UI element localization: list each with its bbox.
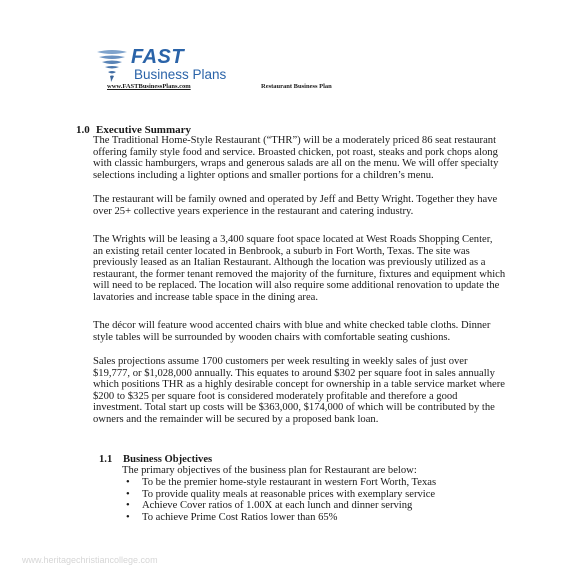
list-item: • To achieve Prime Cost Ratios lower than 65% [126, 512, 436, 524]
subsection-number: 1.1 [99, 454, 113, 465]
logo-business-plans-text: Business Plans [134, 67, 227, 82]
paragraph-overview: The Traditional Home-Style Restaurant (“THR”) will be a moderately priced 86 seat restaurant offering family style food and service. Broasted chicken, pot roast, steaks and pork chops along with classic hamburgers, wraps and generous salads are all on the menu. We will offer specialty selections including a lighter options and smaller portions for a children’s menu. [93, 135, 499, 181]
paragraph-location: The Wrights will be leasing a 3,400 square foot space located at West Roads Shopping Center, an existing retail center located in Benbrook, a suburb in Fort Worth, Texas. The site was previously leased as an Italian Restaurant. Although the location was previously utilized as a restaurant, the former tenant removed the majority of the furniture, fixtures and equipment which will need to be replaced. The location will also require some additional renovation to update the lavatories and increase table space in the dining area. [93, 234, 506, 303]
website-link[interactable]: www.FASTBusinessPlans.com [107, 83, 191, 90]
subsection-title: Business Objectives [123, 454, 213, 465]
subsection-heading [99, 454, 212, 465]
watermark: www.heritagechristiancollege.com [22, 555, 158, 565]
logo-fast-text: FAST [131, 46, 185, 68]
list-item: • To provide quality meals at reasonable prices with exemplary service [126, 489, 436, 501]
document-title: Restaurant Business Plan [261, 83, 332, 90]
subsection-intro: The primary objectives of the business plan for Restaurant are below: [122, 465, 417, 476]
list-item: • Achieve Cover ratios of 1.00X at each lunch and dinner serving [126, 500, 436, 512]
paragraph-owners: The restaurant will be family owned and operated by Jeff and Betty Wright. Together they have over 25+ collective years experience in the restaurant and catering industry. [93, 194, 498, 217]
tornado-icon [96, 48, 128, 84]
objectives-list [126, 477, 436, 523]
paragraph-sales: Sales projections assume 1700 customers per week resulting in weekly sales of just over $19,777, or $1,028,000 annually. This equates to around $302 per square foot in sales annually which positions THR as a highly desirable concept for ownership in a table service market where $200 to $325 per square foot is considered moderately profitable and therefore a good investment. Total start up costs will be $363,000, $174,000 of which will be contributed by the owners and the remainder will be secured by a proposed bank loan. [93, 356, 505, 425]
section-number: 1.0 [76, 124, 90, 136]
paragraph-decor: The décor will feature wood accented chairs with blue and white checked table cloths. Dinner style tables will be surrounded by wooden chairs with comfortable seating cushions. [93, 320, 491, 343]
section-title: Executive Summary [96, 124, 192, 136]
list-item: • To be the premier home-style restaurant in western Fort Worth, Texas [126, 477, 436, 489]
